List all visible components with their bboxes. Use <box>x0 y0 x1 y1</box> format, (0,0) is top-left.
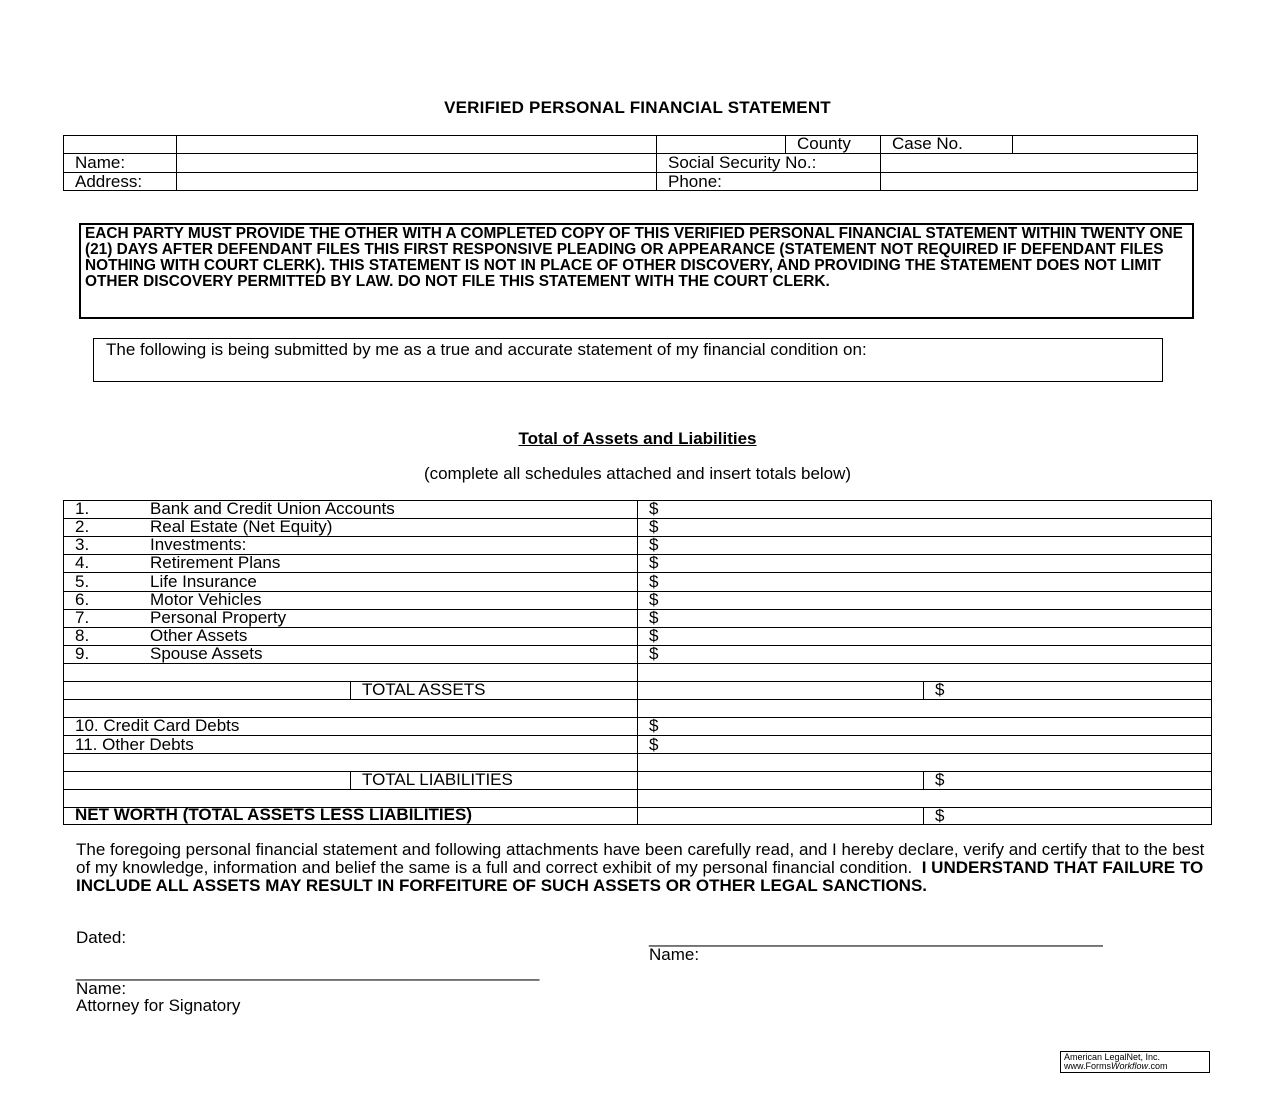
address-label: Address: <box>75 172 143 191</box>
asset-label: Personal Property <box>150 608 287 627</box>
asset-currency: $ <box>649 626 659 645</box>
debt-currency: $ <box>649 716 659 735</box>
publisher-url[interactable] <box>1064 1062 1206 1071</box>
form-title: VERIFIED PERSONAL FINANCIAL STATEMENT <box>444 98 831 117</box>
asset-label: Motor Vehicles <box>150 590 262 609</box>
url-italic: Workflow <box>1111 1061 1149 1071</box>
asset-number: 4. <box>75 553 90 572</box>
publisher-name: American LegalNet, Inc. <box>1064 1052 1161 1062</box>
url-prefix: www.Forms <box>1064 1061 1111 1071</box>
asset-number: 9. <box>75 644 90 663</box>
case-name-field[interactable] <box>177 136 655 152</box>
asset-number: 3. <box>75 535 90 554</box>
notice-box: EACH PARTY MUST PROVIDE THE OTHER WITH A COMPLETED COPY OF THIS VERIFIED PERSONAL FINANCIAL STATEMENT WITHIN TWENTY ONE (21) DAYS AFTER DEFENDANT FILES THIS FIRST RESPONSIVE PLEADING OR APPEARANCE (STATEMENT NOT REQUIRED IF DEFENDANT FILES NOTHING WITH COURT CLERK). THIS STATEMENT IS NOT IN PLACE OF OTHER DISCOVERY, AND PROVIDING THE STATEMENT DOES NOT LIMIT OTHER DISCOVERY PERMITTED BY LAW. DO NOT FILE THIS STATEMENT WITH THE COURT CLERK. <box>79 223 1194 319</box>
county-label: County <box>797 134 851 153</box>
total-liabilities-label: TOTAL LIABILITIES <box>362 770 513 789</box>
asset-label: Bank and Credit Union Accounts <box>150 499 395 518</box>
asset-label: Other Assets <box>150 626 248 645</box>
ssn-field[interactable] <box>881 154 1196 171</box>
asset-currency: $ <box>649 572 659 591</box>
signer-name-label: Name: <box>649 945 700 964</box>
declaration-text: The foregoing personal financial statement and following attachments have been carefully read, and I hereby declare, verify and certify that to the best of my knowledge, information and belief the same is a full and correct exhibit of my personal financial condition. <box>76 840 1205 877</box>
name-field[interactable] <box>177 154 655 171</box>
asset-currency: $ <box>649 553 659 572</box>
debt-label: 11. Other Debts <box>75 735 194 754</box>
total-liabilities-currency: $ <box>935 770 945 789</box>
submitted-statement[interactable]: The following is being submitted by me as a true and accurate statement of my financial condition on: <box>93 338 1163 382</box>
phone-field[interactable] <box>881 173 1196 189</box>
asset-label: Spouse Assets <box>150 644 263 663</box>
asset-number: 7. <box>75 608 90 627</box>
ssn-label: Social Security No.: <box>668 153 817 172</box>
case-no-label: Case No. <box>892 134 963 153</box>
phone-label: Phone: <box>668 172 722 191</box>
debt-label: 10. Credit Card Debts <box>75 716 240 735</box>
assets-liabilities-table <box>63 500 1212 825</box>
county-field[interactable] <box>657 136 784 152</box>
asset-number: 6. <box>75 590 90 609</box>
declaration <box>76 841 1206 895</box>
debt-currency: $ <box>649 735 659 754</box>
asset-label: Real Estate (Net Equity) <box>150 517 333 536</box>
name-label: Name: <box>75 153 126 172</box>
asset-currency: $ <box>649 608 659 627</box>
asset-currency: $ <box>649 499 659 518</box>
section-title: Total of Assets and Liabilities <box>518 429 757 448</box>
case-no-field[interactable] <box>1013 136 1196 152</box>
dated-label: Dated: <box>76 928 127 947</box>
asset-label: Investments: <box>150 535 247 554</box>
net-worth-label: NET WORTH (TOTAL ASSETS LESS LIABILITIES) <box>75 805 472 824</box>
declaration-warning: I UNDERSTAND THAT FAILURE TO INCLUDE ALL ASSETS MAY RESULT IN FORFEITURE OF SUCH ASSETS OR OTHER LEGAL SANCTIONS. <box>76 858 1204 895</box>
asset-number: 5. <box>75 572 90 591</box>
publisher-footer <box>1060 1051 1210 1073</box>
asset-label: Life Insurance <box>150 572 257 591</box>
attorney-name-label: Name: <box>76 979 127 998</box>
signer-signature-line[interactable]: ________________________________________________ <box>649 928 1103 947</box>
asset-currency: $ <box>649 644 659 663</box>
total-assets-label: TOTAL ASSETS <box>362 680 486 699</box>
asset-currency: $ <box>649 535 659 554</box>
asset-currency: $ <box>649 517 659 536</box>
address-field[interactable] <box>177 173 655 189</box>
section-subtitle: (complete all schedules attached and insert totals below) <box>423 464 852 483</box>
asset-number: 8. <box>75 626 90 645</box>
asset-number: 2. <box>75 517 90 536</box>
header-grid <box>63 135 1198 191</box>
attorney-title: Attorney for Signatory <box>76 996 241 1015</box>
total-assets-currency: $ <box>935 680 945 699</box>
asset-number: 1. <box>75 499 90 518</box>
asset-currency: $ <box>649 590 659 609</box>
net-worth-currency: $ <box>935 806 945 825</box>
asset-label: Retirement Plans <box>150 553 281 572</box>
url-suffix: .com <box>1148 1061 1168 1071</box>
attorney-signature-line[interactable]: _________________________________________________ <box>76 962 540 981</box>
